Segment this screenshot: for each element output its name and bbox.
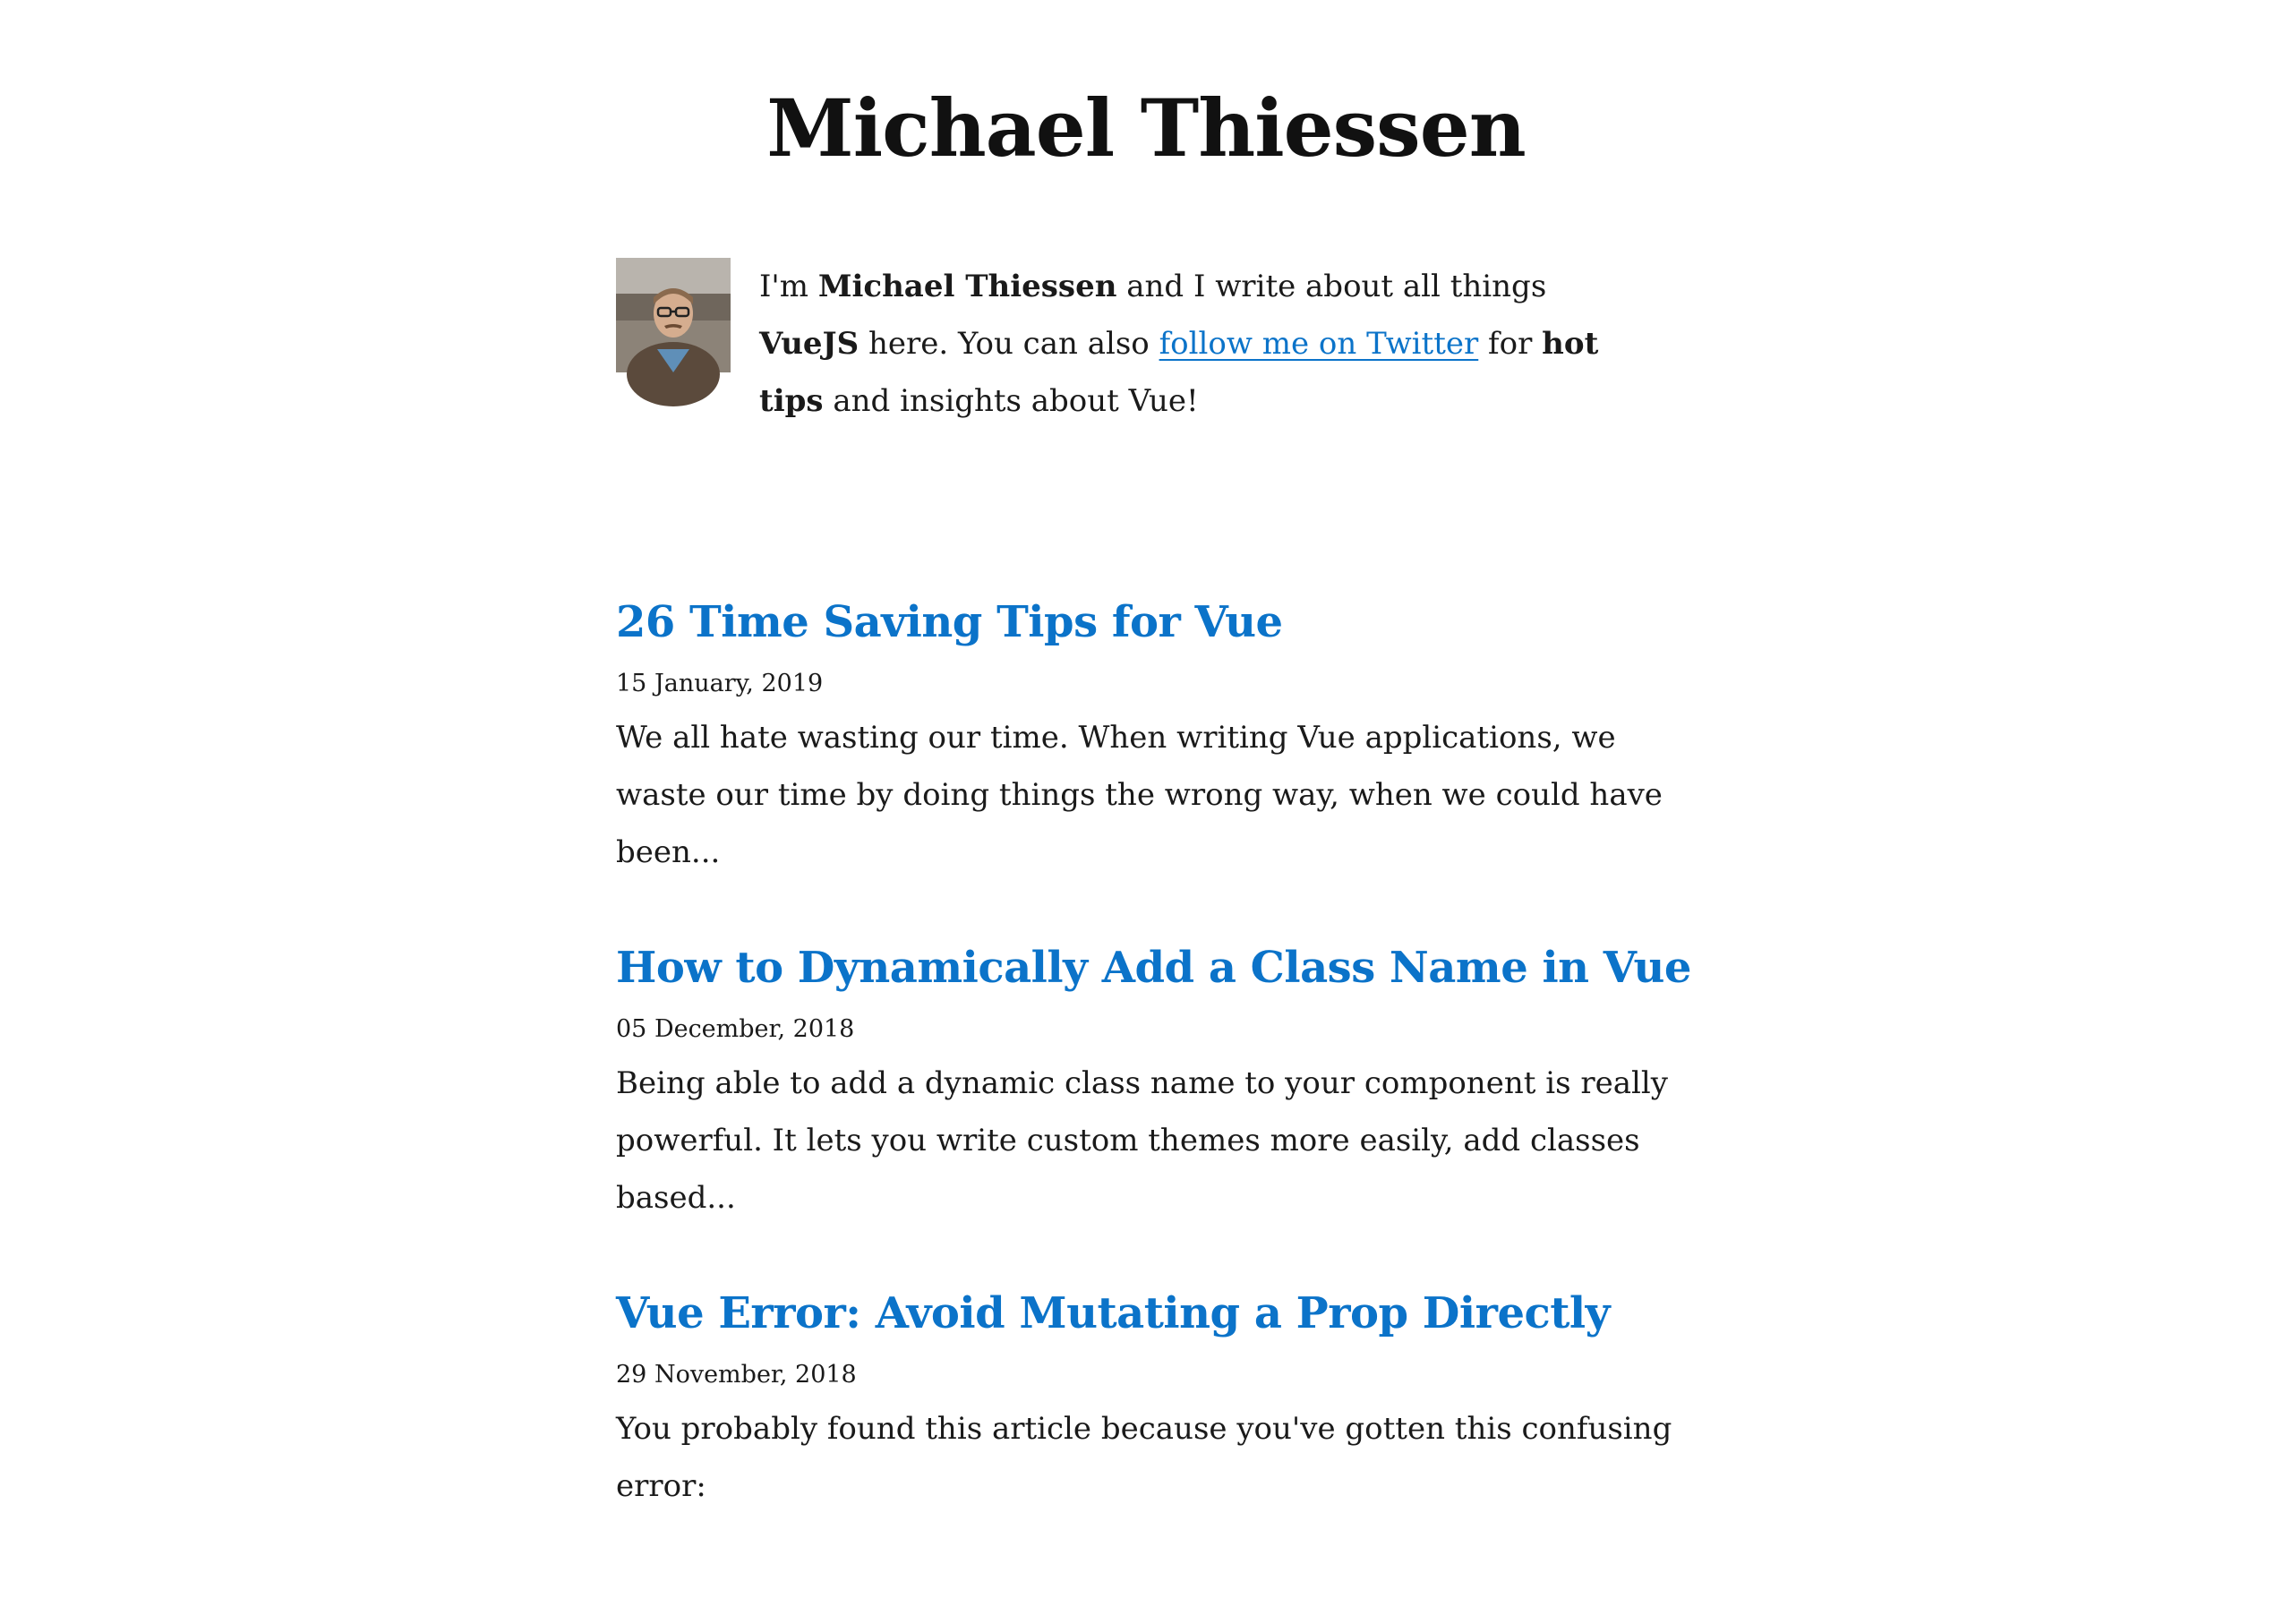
post-excerpt: Being able to add a dynamic class name to your component is really powerful. It lets you write custom themes more easily, add classes based... [616, 1065, 1668, 1216]
author-name: Michael Thiessen [817, 269, 1117, 304]
bio-text-part: and I write about all things [1116, 269, 1547, 304]
post-title-link[interactable]: How to Dynamically Add a Class Name in Vue [616, 943, 1691, 993]
post-title-link[interactable]: 26 Time Saving Tips for Vue [616, 597, 1283, 647]
avatar [616, 258, 731, 372]
post-item [616, 1278, 1690, 1624]
author-bio [616, 258, 1676, 437]
bio-text [759, 258, 1655, 430]
site-title[interactable]: Michael Thiessen [766, 81, 1526, 175]
bio-text-part: for [1478, 326, 1543, 362]
post-item [616, 933, 1690, 1278]
bio-topic: VueJS [759, 326, 860, 362]
post-date: 15 January, 2019 [616, 670, 824, 697]
post-excerpt: We all hate wasting our time. When writing Vue applications, we waste our time by doing things the wrong way, when we could have been... [616, 720, 1663, 870]
avatar-photo-icon [616, 258, 731, 372]
post-date: 29 November, 2018 [616, 1361, 857, 1389]
bio-hot-tips: hot tips [759, 326, 1599, 419]
bio-text-part: and insights about Vue! [823, 383, 1199, 419]
bio-text-part: here. You can also [859, 326, 1159, 362]
twitter-link[interactable]: follow me on Twitter [1159, 326, 1479, 362]
post-title-link[interactable]: Vue Error: Avoid Mutating a Prop Directly [616, 1288, 1611, 1338]
post-date: 05 December, 2018 [616, 1015, 855, 1043]
bio-intro: I'm [759, 269, 818, 304]
post-list [616, 587, 1690, 1624]
post-excerpt: You probably found this article because you've gotten this confusing error: [616, 1411, 1672, 1504]
post-item [616, 587, 1690, 933]
